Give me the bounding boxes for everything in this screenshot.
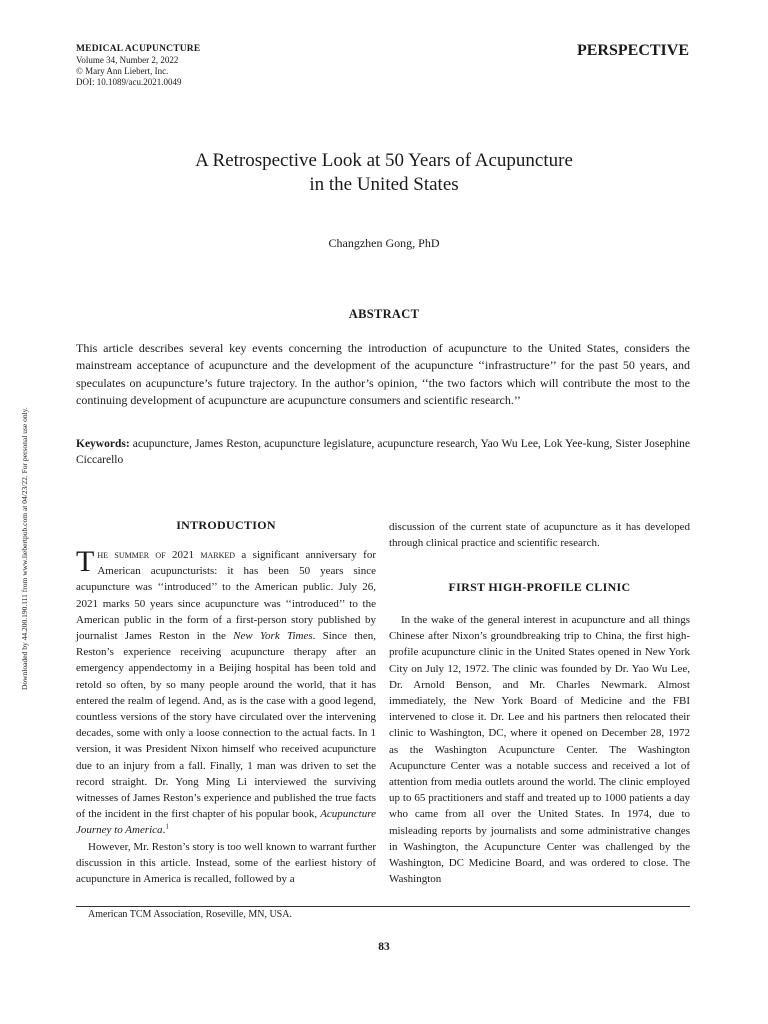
journal-name: MEDICAL ACUPUNCTURE (76, 44, 201, 54)
title-line-2: in the United States (309, 174, 459, 195)
introduction-paragraph-2: However, Mr. Reston’s story is too well known to warrant further discussion in this article. Instead, some of the earliest history of acupuncture in America is recalled, followed by a (76, 840, 376, 886)
first-clinic-heading: FIRST HIGH-PROFILE CLINIC (448, 580, 631, 594)
page-number: 83 (378, 941, 390, 953)
reference-marker[interactable]: 1 (165, 822, 169, 831)
author-affiliation: American TCM Association, Roseville, MN, USA. (88, 909, 292, 920)
first-clinic-body (389, 612, 690, 887)
author-name: Changzhen Gong, PhD (328, 236, 440, 250)
journal-volume: Volume 34, Number 2, 2022 (76, 55, 179, 65)
book-title: Acupuncture Journey to America (76, 808, 376, 837)
newspaper-name: New York Times (233, 630, 313, 643)
download-watermark: Downloaded by 44.200.190.111 from www.liebertpub.com at 04/23/22. For personal use only. (20, 407, 29, 690)
introduction-body (76, 547, 376, 887)
introduction-continuation: discussion of the current state of acupuncture as it has developed through clinical practice and scientific research. (389, 521, 690, 550)
section-tag: PERSPECTIVE (576, 42, 689, 59)
introduction-heading: INTRODUCTION (176, 518, 276, 532)
lead-smallcaps: he summer of (97, 549, 166, 561)
intro-text-a: a significant anniversary for American acupuncturists: it has been 50 years since acupuncture was ‘‘introduced’’ to the American public. July 26, 2021 marks 50 years since acupuncture was ‘‘introduced’’ to the American public in the form of a first-person story published by journalist James Reston in the (76, 549, 376, 643)
keywords-list: acupuncture, James Reston, acupuncture legislature, acupuncture research, Yao Wu Lee, Lok Yee-kung, Sister Josephine Ciccarello (76, 438, 690, 466)
keywords-label: Keywords: (76, 438, 130, 450)
title-line-1: A Retrospective Look at 50 Years of Acupuncture (195, 150, 573, 171)
drop-cap: T (76, 545, 95, 578)
introduction-paragraph-1 (76, 547, 376, 839)
intro-text-b: . Since then, Reston’s experience receiving acupuncture therapy after an emergency appendectomy in a Beijing hospital has been told and retold so often, by so many people around the world, that it has entered the realm of legend. And, as is the case with a good legend, countless versions of the story have circulated over the intervening decades, some with only a loose connection to the actual facts. In 1 version, it was President Nixon himself who received acupuncture due to an injury from a fall. Finally, 1 man was driven to set the record straight. Dr. Yong Ming Li interviewed the surviving witnesses of James Reston’s experience and published the true facts of the incident in the first chapter of his popular book, (76, 630, 376, 821)
intro-text-end: . (162, 824, 166, 837)
article-title (0, 149, 768, 197)
journal-info (76, 44, 200, 88)
abstract-text: This article describes several key events concerning the introduction of acupuncture to the United States, considers the mainstream acceptance of acupuncture and the development of the acupuncture ‘‘infrastructure’’ for the past 50 years, and speculates on acupuncture’s future trajectory. In the author’s opinion, ‘‘the two factors which will contribute the most to the continuing development of acupuncture are acupuncture consumers and scientific research.’’ (76, 341, 690, 408)
journal-doi[interactable]: DOI: 10.1089/acu.2021.0049 (76, 77, 182, 87)
journal-copyright: © Mary Ann Liebert, Inc. (76, 66, 169, 76)
lead-year: 2021 (165, 549, 201, 561)
keywords (76, 437, 690, 468)
first-clinic-paragraph-1: In the wake of the general interest in acupuncture and all things Chinese after Nixon’s groundbreaking trip to China, the first high-profile acupuncture clinic in the United States opened in New York City on July 12, 1972. The clinic was founded by Dr. Yao Wu Lee, Dr. Arnold Benson, and Mr. Charles Newmark. Almost immediately, the New York Board of Medicine and the FBI intervened to close it. Dr. Lee and his partners then relocated their clinic to Washington, DC, where it opened on December 28, 1972 as the Washington Acupuncture Center. The Washington Acupuncture Center was a notable success and received a lot of attention from media outlets around the world. The clinic employed up to 65 practitioners and staff and treated up to 1000 patients a day who came from all over the United States. In 1974, due to misleading reports by journalists and some administrative changes in Washington, the Acupuncture Center was challenged by the Washington, DC Medicine Board, and was ordered to close. The Washington (389, 614, 690, 886)
lead-smallcaps-2: marked (200, 549, 236, 561)
abstract-heading: ABSTRACT (348, 307, 420, 321)
footer-divider (76, 906, 690, 907)
